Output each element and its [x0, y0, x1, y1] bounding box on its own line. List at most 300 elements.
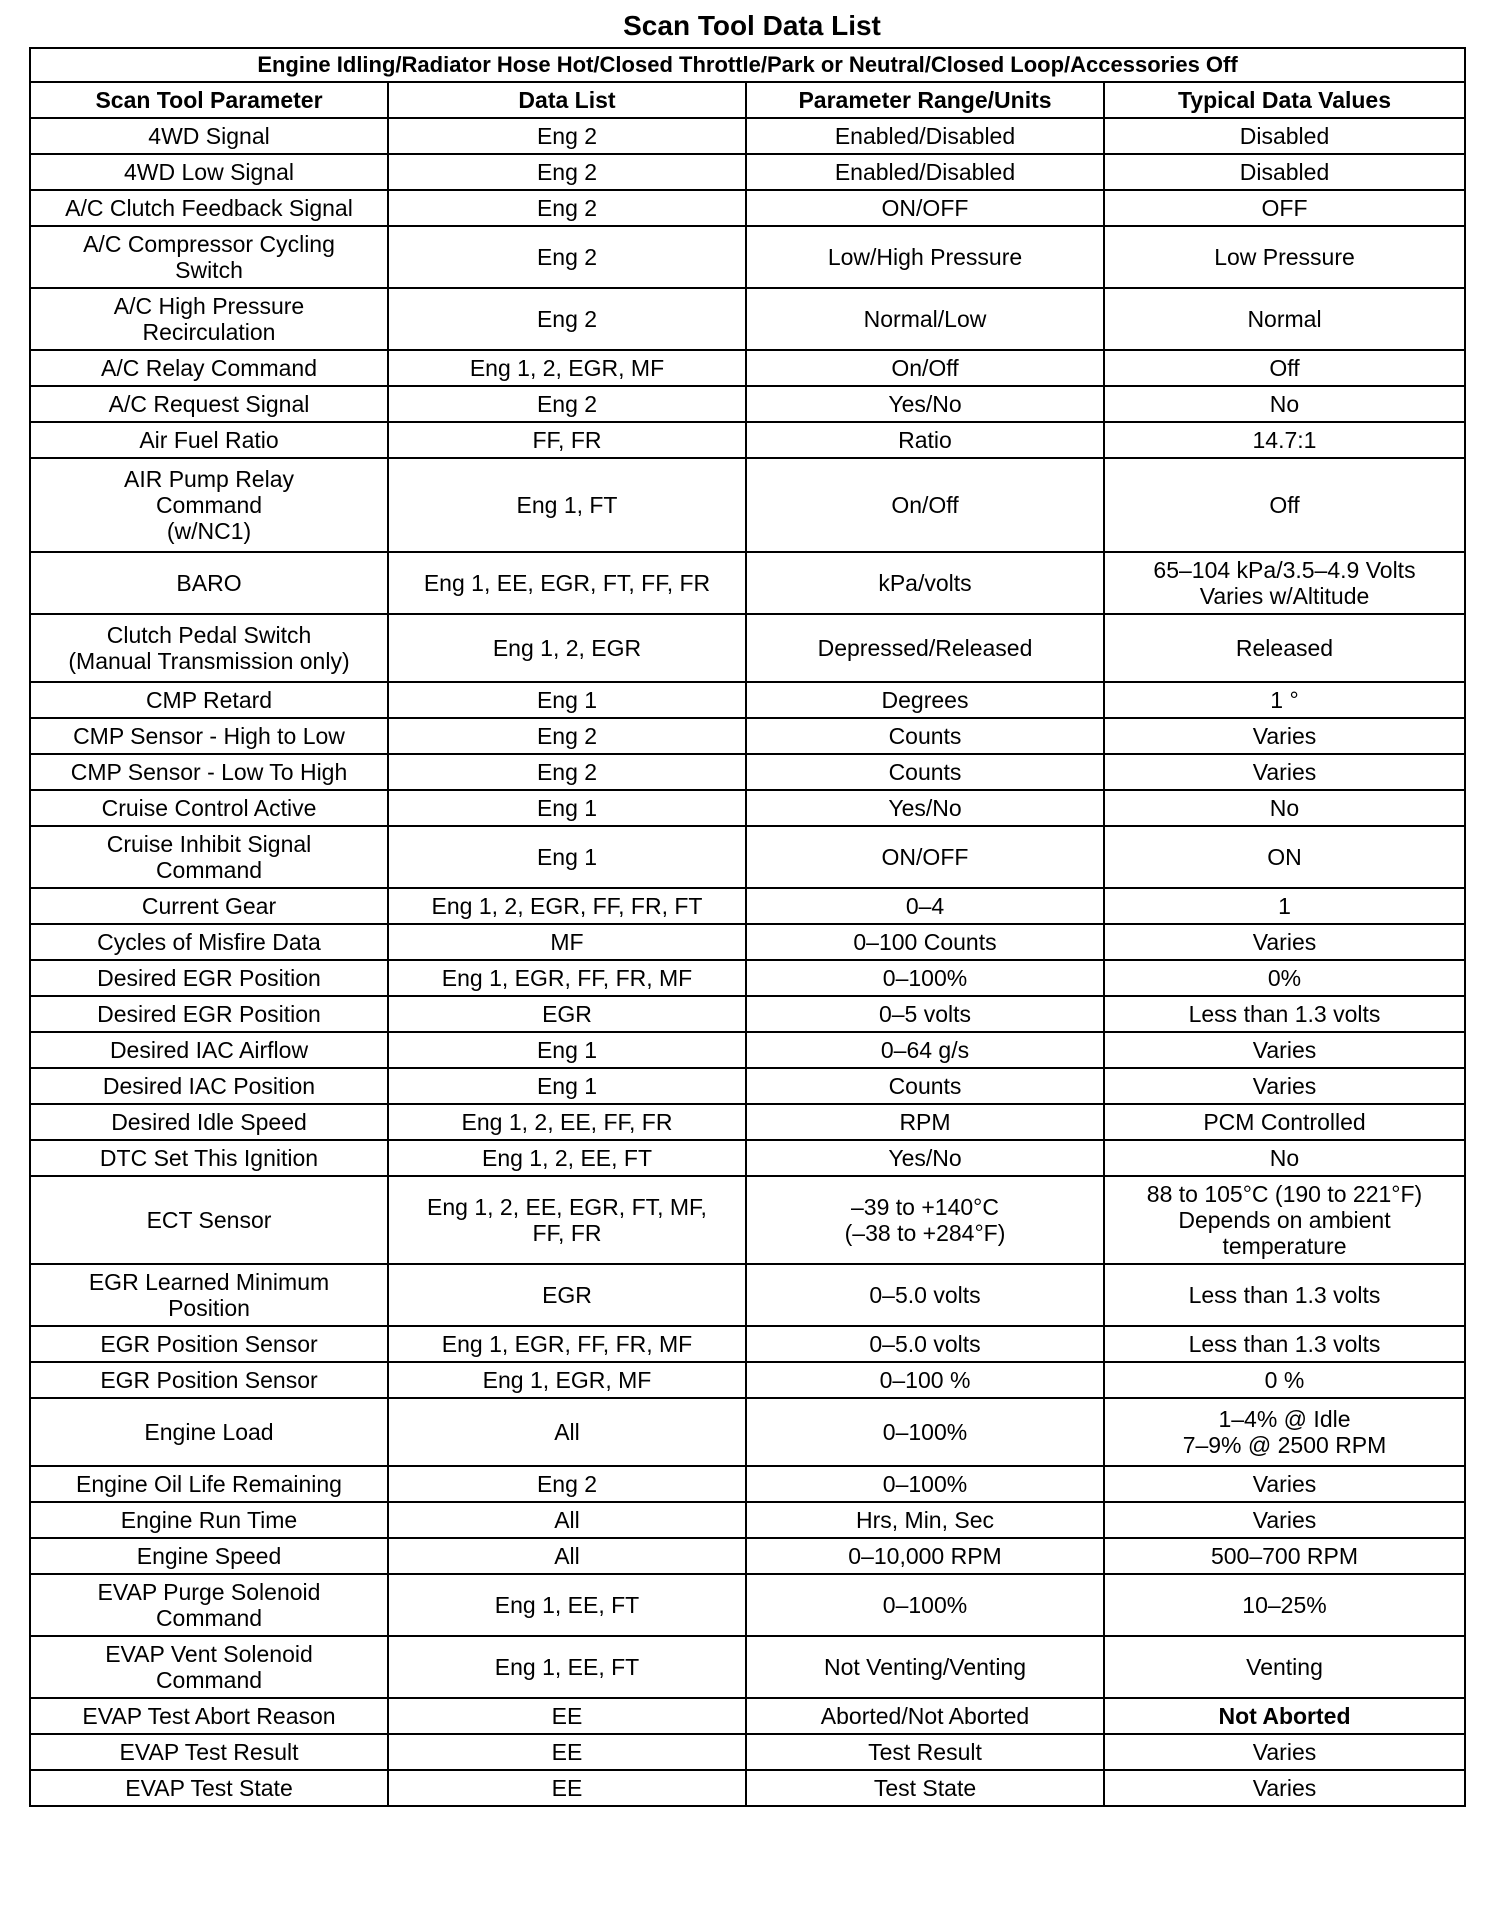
cell-data-list	[388, 190, 746, 226]
cell-parameter	[30, 924, 388, 960]
cell-range-units	[746, 790, 1104, 826]
cell-line: ECT Sensor	[146, 1207, 272, 1233]
cell-parameter	[30, 888, 388, 924]
cell-line: temperature	[1222, 1233, 1347, 1259]
cell-line: 65–104 kPa/3.5–4.9 Volts	[1153, 557, 1416, 583]
cell-parameter	[30, 1032, 388, 1068]
cell-typical-value	[1104, 118, 1465, 154]
cell-line: Low Pressure	[1214, 244, 1355, 270]
cell-range-units	[746, 888, 1104, 924]
table-row	[30, 996, 1465, 1032]
table-row	[30, 552, 1465, 614]
cell-range-units	[746, 226, 1104, 288]
cell-line: Ratio	[898, 427, 952, 453]
cell-line: Desired IAC Position	[102, 1073, 316, 1099]
cell-line: PCM Controlled	[1203, 1109, 1366, 1135]
cell-range-units	[746, 1104, 1104, 1140]
cell-typical-value	[1104, 1140, 1465, 1176]
table-row	[30, 1698, 1465, 1734]
cell-range-units	[746, 1466, 1104, 1502]
cell-line: Eng 1, EE, EGR, FT, FF, FR	[423, 570, 711, 596]
cell-data-list	[388, 754, 746, 790]
cell-line: Cruise Inhibit Signal	[106, 831, 312, 857]
cell-line: On/Off	[891, 355, 959, 381]
cell-line: 7–9% @ 2500 RPM	[1182, 1432, 1387, 1458]
table-row	[30, 1538, 1465, 1574]
table-row	[30, 682, 1465, 718]
cell-line: EVAP Test State	[125, 1775, 293, 1801]
cell-line: Eng 1, EGR, FF, FR, MF	[441, 1331, 693, 1357]
cell-parameter	[30, 1264, 388, 1326]
cell-typical-value	[1104, 288, 1465, 350]
cell-line: All	[554, 1543, 580, 1569]
cell-parameter	[30, 226, 388, 288]
cell-typical-value	[1104, 190, 1465, 226]
cell-parameter	[30, 1140, 388, 1176]
cell-line: Counts	[888, 723, 962, 749]
cell-typical-value	[1104, 1176, 1465, 1264]
cell-range-units	[746, 1326, 1104, 1362]
cell-line: Air Fuel Ratio	[139, 427, 279, 453]
cell-typical-value	[1104, 682, 1465, 718]
cell-line: Less than 1.3 volts	[1188, 1331, 1381, 1357]
cell-range-units	[746, 1574, 1104, 1636]
cell-range-units	[746, 682, 1104, 718]
cell-typical-value	[1104, 1698, 1465, 1734]
table-row	[30, 790, 1465, 826]
cell-range-units	[746, 1068, 1104, 1104]
cell-data-list	[388, 118, 746, 154]
cell-line: On/Off	[891, 492, 959, 518]
cell-line: Varies	[1252, 723, 1317, 749]
cell-line: Command	[155, 857, 263, 883]
table-row	[30, 888, 1465, 924]
cell-typical-value	[1104, 1264, 1465, 1326]
column-header-typical-values: Typical Data Values	[1104, 82, 1465, 118]
cell-typical-value	[1104, 1362, 1465, 1398]
cell-range-units	[746, 190, 1104, 226]
cell-line: No	[1269, 795, 1300, 821]
cell-data-list	[388, 996, 746, 1032]
cell-parameter	[30, 350, 388, 386]
cell-parameter	[30, 960, 388, 996]
cell-line: Engine Load	[144, 1419, 274, 1445]
cell-line: Clutch Pedal Switch	[106, 622, 312, 648]
cell-line: Degrees	[881, 687, 969, 713]
cell-line: Eng 1, EGR, FF, FR, MF	[441, 965, 693, 991]
cell-line: ON/OFF	[881, 195, 969, 221]
cell-line: A/C Relay Command	[100, 355, 318, 381]
condition-header: Engine Idling/Radiator Hose Hot/Closed Throttle/Park or Neutral/Closed Loop/Accessories Off	[30, 48, 1465, 82]
cell-line: 1	[1278, 893, 1291, 919]
cell-line: Current Gear	[141, 893, 277, 919]
table-row	[30, 1104, 1465, 1140]
cell-line: 0–10,000 RPM	[848, 1543, 1002, 1569]
cell-parameter	[30, 1398, 388, 1466]
table-row	[30, 1636, 1465, 1698]
cell-line: Disabled	[1239, 159, 1330, 185]
cell-range-units	[746, 386, 1104, 422]
cell-range-units	[746, 350, 1104, 386]
cell-data-list	[388, 1264, 746, 1326]
table-row	[30, 1574, 1465, 1636]
cell-range-units	[746, 754, 1104, 790]
cell-line: Eng 2	[536, 123, 598, 149]
cell-line: FF, FR	[532, 1220, 602, 1246]
cell-typical-value	[1104, 1326, 1465, 1362]
cell-line: –39 to +140°C	[851, 1194, 999, 1220]
cell-line: Engine Run Time	[120, 1507, 298, 1533]
cell-line: ON/OFF	[881, 844, 969, 870]
cell-data-list	[388, 682, 746, 718]
cell-line: Off	[1269, 492, 1300, 518]
cell-line: FF, FR	[532, 427, 602, 453]
cell-parameter	[30, 614, 388, 682]
table-row	[30, 1032, 1465, 1068]
cell-data-list	[388, 718, 746, 754]
cell-line: No	[1269, 391, 1300, 417]
cell-parameter	[30, 682, 388, 718]
cell-range-units	[746, 960, 1104, 996]
cell-line: Not Aborted	[1218, 1703, 1351, 1729]
cell-line: Depressed/Released	[817, 635, 1033, 661]
cell-range-units	[746, 718, 1104, 754]
cell-typical-value	[1104, 996, 1465, 1032]
cell-line: Test Result	[868, 1739, 982, 1765]
cell-line: Eng 1, 2, EGR, FF, FR, FT	[431, 893, 703, 919]
cell-typical-value	[1104, 790, 1465, 826]
cell-line: BARO	[176, 570, 242, 596]
cell-parameter	[30, 1698, 388, 1734]
cell-parameter	[30, 154, 388, 190]
cell-line: EE	[551, 1775, 583, 1801]
table-row	[30, 458, 1465, 552]
cell-line: 88 to 105°C (190 to 221°F)	[1146, 1181, 1423, 1207]
cell-line: Varies	[1252, 759, 1317, 785]
table-row	[30, 1362, 1465, 1398]
table-row	[30, 1326, 1465, 1362]
table-row	[30, 754, 1465, 790]
table-row	[30, 1466, 1465, 1502]
cell-line: EGR Position Sensor	[100, 1367, 318, 1393]
cell-range-units	[746, 1264, 1104, 1326]
table-row	[30, 924, 1465, 960]
cell-range-units	[746, 552, 1104, 614]
cell-line: A/C Clutch Feedback Signal	[65, 195, 353, 221]
cell-line: Released	[1235, 635, 1334, 661]
cell-line: Enabled/Disabled	[834, 123, 1016, 149]
cell-line: Eng 1, EE, FT	[494, 1592, 640, 1618]
cell-typical-value	[1104, 226, 1465, 288]
table-row	[30, 226, 1465, 288]
cell-line: Counts	[888, 1073, 962, 1099]
cell-data-list	[388, 1068, 746, 1104]
cell-range-units	[746, 118, 1104, 154]
cell-line: CMP Sensor - Low To High	[70, 759, 348, 785]
cell-data-list	[388, 1574, 746, 1636]
cell-typical-value	[1104, 1734, 1465, 1770]
cell-line: A/C Compressor Cycling	[83, 231, 335, 257]
cell-line: Eng 2	[536, 306, 598, 332]
cell-parameter	[30, 552, 388, 614]
cell-line: EGR Learned Minimum	[88, 1269, 330, 1295]
table-row	[30, 1140, 1465, 1176]
cell-parameter	[30, 1538, 388, 1574]
cell-parameter	[30, 1502, 388, 1538]
cell-line: All	[554, 1419, 580, 1445]
cell-line: Not Venting/Venting	[823, 1654, 1027, 1680]
cell-line: Command	[155, 1605, 263, 1631]
table-row	[30, 422, 1465, 458]
cell-line: Eng 2	[536, 244, 598, 270]
cell-typical-value	[1104, 614, 1465, 682]
cell-line: Yes/No	[888, 391, 962, 417]
cell-data-list	[388, 1326, 746, 1362]
cell-data-list	[388, 386, 746, 422]
cell-parameter	[30, 1466, 388, 1502]
cell-line: 0–100%	[882, 1592, 968, 1618]
cell-typical-value	[1104, 888, 1465, 924]
cell-line: Eng 1, FT	[516, 492, 618, 518]
cell-line: Eng 1, 2, EE, EGR, FT, MF,	[427, 1194, 707, 1220]
cell-range-units	[746, 458, 1104, 552]
cell-data-list	[388, 350, 746, 386]
table-row	[30, 1734, 1465, 1770]
cell-data-list	[388, 1502, 746, 1538]
cell-parameter	[30, 1636, 388, 1698]
cell-line: No	[1269, 1145, 1300, 1171]
cell-line: Eng 1, 2, EGR, MF	[469, 355, 665, 381]
cell-line: 0%	[1267, 965, 1302, 991]
cell-typical-value	[1104, 154, 1465, 190]
cell-typical-value	[1104, 924, 1465, 960]
cell-data-list	[388, 924, 746, 960]
cell-parameter	[30, 718, 388, 754]
cell-line: 0–100 %	[879, 1367, 971, 1393]
cell-data-list	[388, 1176, 746, 1264]
table-row	[30, 190, 1465, 226]
cell-line: CMP Retard	[145, 687, 273, 713]
cell-typical-value	[1104, 960, 1465, 996]
cell-line: 0–5.0 volts	[869, 1282, 981, 1308]
cell-data-list	[388, 1032, 746, 1068]
cell-typical-value	[1104, 1770, 1465, 1806]
cell-line: Eng 2	[536, 723, 598, 749]
cell-line: Enabled/Disabled	[834, 159, 1016, 185]
cell-parameter	[30, 1068, 388, 1104]
cell-parameter	[30, 826, 388, 888]
cell-line: Eng 2	[536, 159, 598, 185]
cell-range-units	[746, 996, 1104, 1032]
cell-line: (Manual Transmission only)	[68, 648, 350, 674]
cell-line: Depends on ambient	[1178, 1207, 1391, 1233]
cell-typical-value	[1104, 718, 1465, 754]
cell-parameter	[30, 996, 388, 1032]
cell-line: EGR	[542, 1282, 592, 1308]
cell-line: Desired IAC Airflow	[109, 1037, 309, 1063]
cell-line: 500–700 RPM	[1210, 1543, 1359, 1569]
cell-typical-value	[1104, 552, 1465, 614]
cell-typical-value	[1104, 1398, 1465, 1466]
cell-line: Eng 1, EGR, MF	[482, 1367, 652, 1393]
cell-data-list	[388, 960, 746, 996]
column-header-parameter: Scan Tool Parameter	[30, 82, 388, 118]
cell-data-list	[388, 1362, 746, 1398]
cell-line: Varies	[1252, 1037, 1317, 1063]
cell-typical-value	[1104, 1466, 1465, 1502]
cell-typical-value	[1104, 1574, 1465, 1636]
cell-line: EVAP Test Result	[119, 1739, 299, 1765]
cell-data-list	[388, 1538, 746, 1574]
cell-line: RPM	[899, 1109, 951, 1135]
cell-line: EE	[551, 1703, 583, 1729]
cell-line: Low/High Pressure	[827, 244, 1023, 270]
cell-parameter	[30, 1326, 388, 1362]
cell-range-units	[746, 1362, 1104, 1398]
cell-line: 0–100%	[882, 1471, 968, 1497]
cell-line: Engine Speed	[136, 1543, 282, 1569]
cell-typical-value	[1104, 1068, 1465, 1104]
cell-line: Varies w/Altitude	[1199, 583, 1370, 609]
cell-range-units	[746, 924, 1104, 960]
cell-line: EVAP Vent Solenoid	[105, 1641, 313, 1667]
cell-parameter	[30, 1574, 388, 1636]
cell-range-units	[746, 614, 1104, 682]
table-row	[30, 1398, 1465, 1466]
cell-line: 10–25%	[1242, 1592, 1327, 1618]
cell-line: 0–64 g/s	[880, 1037, 970, 1063]
cell-typical-value	[1104, 754, 1465, 790]
cell-line: 0–100 Counts	[853, 929, 997, 955]
cell-parameter	[30, 288, 388, 350]
cell-line: kPa/volts	[878, 570, 972, 596]
cell-line: Desired EGR Position	[97, 1001, 321, 1027]
cell-data-list	[388, 1734, 746, 1770]
cell-parameter	[30, 422, 388, 458]
table-row	[30, 1264, 1465, 1326]
cell-parameter	[30, 190, 388, 226]
cell-line: 1 °	[1270, 687, 1299, 713]
cell-line: Recirculation	[142, 319, 276, 345]
cell-parameter	[30, 754, 388, 790]
cell-data-list	[388, 888, 746, 924]
cell-line: Eng 1	[536, 795, 598, 821]
cell-line: Yes/No	[888, 795, 962, 821]
cell-line: Eng 1, EE, FT	[494, 1654, 640, 1680]
cell-range-units	[746, 1734, 1104, 1770]
cell-line: (–38 to +284°F)	[844, 1220, 1006, 1246]
cell-line: 0–4	[905, 893, 945, 919]
cell-parameter	[30, 118, 388, 154]
cell-range-units	[746, 1770, 1104, 1806]
cell-line: A/C High Pressure	[113, 293, 305, 319]
cell-range-units	[746, 288, 1104, 350]
table-row	[30, 118, 1465, 154]
cell-data-list	[388, 422, 746, 458]
cell-line: EVAP Purge Solenoid	[97, 1579, 321, 1605]
cell-line: Less than 1.3 volts	[1188, 1001, 1381, 1027]
cell-line: Varies	[1252, 1507, 1317, 1533]
cell-range-units	[746, 1698, 1104, 1734]
cell-line: Desired EGR Position	[97, 965, 321, 991]
cell-parameter	[30, 458, 388, 552]
cell-data-list	[388, 1698, 746, 1734]
cell-line: (w/NC1)	[166, 518, 252, 544]
scan-tool-data-table	[29, 47, 1466, 1807]
cell-line: MF	[550, 929, 584, 955]
cell-line: Normal	[1247, 306, 1322, 332]
cell-line: Less than 1.3 volts	[1188, 1282, 1381, 1308]
cell-line: 14.7:1	[1252, 427, 1317, 453]
cell-line: Aborted/Not Aborted	[820, 1703, 1030, 1729]
cell-range-units	[746, 1538, 1104, 1574]
cell-parameter	[30, 386, 388, 422]
cell-data-list	[388, 288, 746, 350]
cell-typical-value	[1104, 386, 1465, 422]
table-row	[30, 1176, 1465, 1264]
cell-typical-value	[1104, 1032, 1465, 1068]
cell-line: Eng 1	[536, 687, 598, 713]
cell-data-list	[388, 552, 746, 614]
cell-line: Varies	[1252, 1471, 1317, 1497]
cell-line: Disabled	[1239, 123, 1330, 149]
cell-data-list	[388, 1636, 746, 1698]
cell-parameter	[30, 790, 388, 826]
table-row	[30, 826, 1465, 888]
cell-line: Hrs, Min, Sec	[855, 1507, 995, 1533]
cell-data-list	[388, 826, 746, 888]
cell-typical-value	[1104, 1104, 1465, 1140]
column-header-range-units: Parameter Range/Units	[746, 82, 1104, 118]
cell-data-list	[388, 790, 746, 826]
table-row	[30, 1770, 1465, 1806]
document-title: Scan Tool Data List	[623, 10, 881, 41]
cell-range-units	[746, 1636, 1104, 1698]
cell-data-list	[388, 458, 746, 552]
cell-line: EGR	[542, 1001, 592, 1027]
table-row	[30, 614, 1465, 682]
cell-range-units	[746, 1032, 1104, 1068]
cell-data-list	[388, 1140, 746, 1176]
cell-line: 0 %	[1264, 1367, 1305, 1393]
cell-range-units	[746, 1140, 1104, 1176]
table-row	[30, 1068, 1465, 1104]
cell-line: Varies	[1252, 929, 1317, 955]
cell-line: Eng 2	[536, 391, 598, 417]
cell-parameter	[30, 1734, 388, 1770]
cell-line: Eng 2	[536, 759, 598, 785]
cell-line: A/C Request Signal	[108, 391, 310, 417]
cell-line: Position	[168, 1295, 250, 1321]
cell-line: Eng 2	[536, 195, 598, 221]
cell-line: Test State	[873, 1775, 977, 1801]
cell-line: Off	[1269, 355, 1300, 381]
cell-line: Varies	[1252, 1775, 1317, 1801]
cell-range-units	[746, 154, 1104, 190]
cell-line: Eng 1	[536, 844, 598, 870]
cell-range-units	[746, 422, 1104, 458]
cell-line: AIR Pump Relay	[123, 466, 294, 492]
cell-line: All	[554, 1507, 580, 1533]
cell-line: Varies	[1252, 1739, 1317, 1765]
table-row	[30, 288, 1465, 350]
cell-parameter	[30, 1104, 388, 1140]
cell-line: Normal/Low	[863, 306, 987, 332]
cell-data-list	[388, 614, 746, 682]
cell-line: 0–100%	[882, 965, 968, 991]
cell-parameter	[30, 1176, 388, 1264]
cell-typical-value	[1104, 1502, 1465, 1538]
